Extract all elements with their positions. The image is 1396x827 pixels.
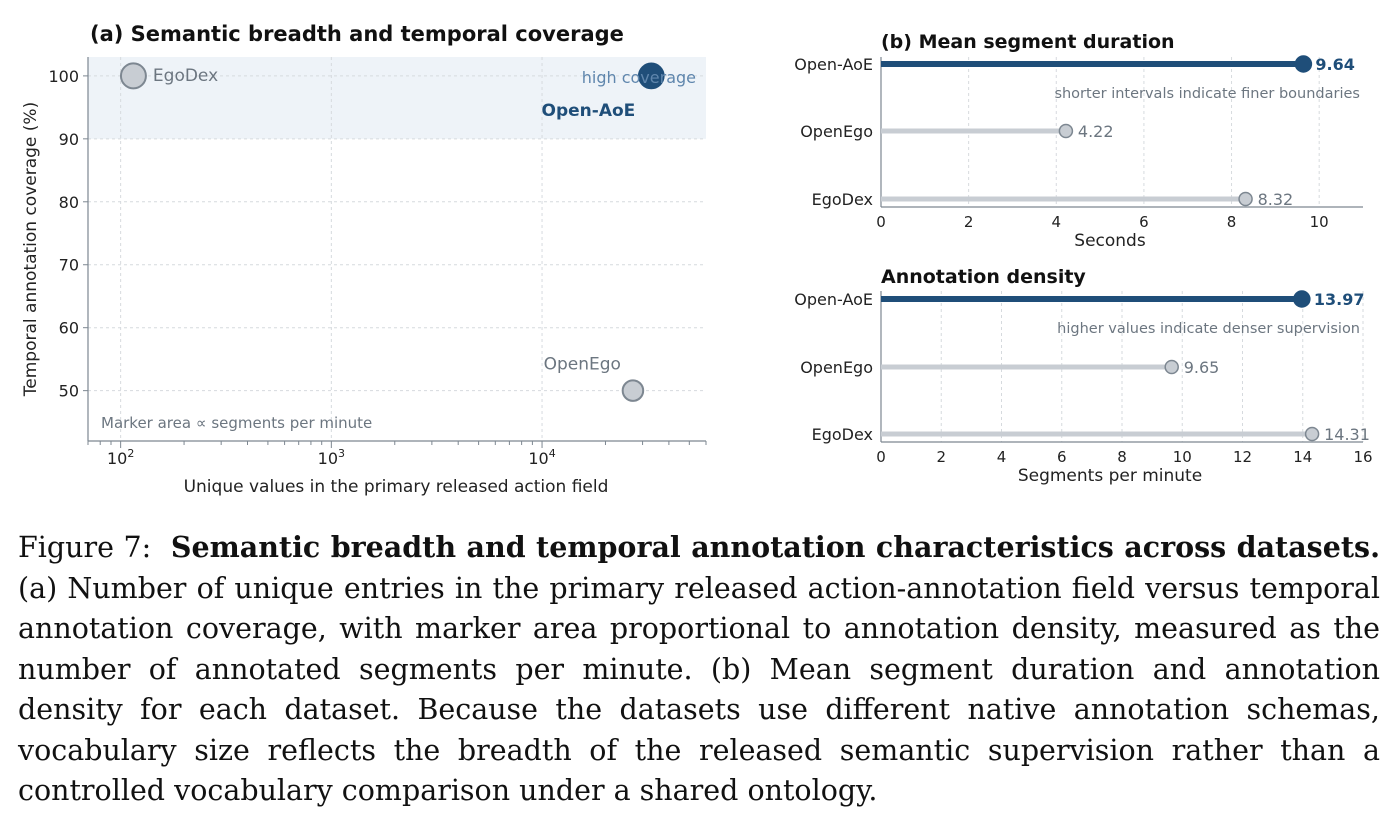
x-tick-label: 6 xyxy=(1056,448,1067,466)
y-tick-label: 60 xyxy=(58,318,79,338)
caption-label: Figure 7: xyxy=(18,531,152,564)
point-label-openego: OpenEgo xyxy=(543,354,621,375)
y-tick-label: 80 xyxy=(58,192,79,212)
panel-b1-x-axis-label: Seconds xyxy=(1074,231,1146,251)
x-tick-label: 8 xyxy=(1117,448,1127,466)
lollipop-dot xyxy=(1294,291,1310,307)
x-tick-label: 0 xyxy=(876,448,886,466)
y-tick-label: 90 xyxy=(58,129,79,149)
lollipop-dot xyxy=(1295,56,1311,72)
category-label: OpenEgo xyxy=(800,358,873,377)
lollipop-dot xyxy=(1165,361,1178,374)
category-label: Open-AoE xyxy=(794,55,873,74)
panel-b2-annotation: higher values indicate denser supervision xyxy=(1057,321,1360,337)
panel-b2-title: Annotation density xyxy=(881,266,1086,288)
y-tick-label: 50 xyxy=(58,381,79,401)
marker-area-note: Marker area ∝ segments per minute xyxy=(101,414,373,432)
point-egodex xyxy=(121,63,146,88)
panel-a-y-axis-label: Temporal annotation coverage (%) xyxy=(21,101,41,397)
category-label: EgoDex xyxy=(811,425,873,444)
x-tick-label: 2 xyxy=(963,213,974,231)
x-tick-label: $10^4$ xyxy=(528,447,556,468)
x-tick-label: 10 xyxy=(1309,213,1329,231)
value-label: 9.64 xyxy=(1315,55,1355,74)
x-tick-label: 14 xyxy=(1293,448,1313,466)
category-label: OpenEgo xyxy=(800,122,873,141)
x-tick-label: 16 xyxy=(1353,448,1373,466)
lollipop-dot xyxy=(1306,428,1319,441)
point-openego xyxy=(623,380,644,401)
panel-a-x-axis-label: Unique values in the primary released action field xyxy=(183,477,609,497)
value-label: 8.32 xyxy=(1257,190,1294,209)
x-tick-label: 0 xyxy=(876,213,886,231)
y-tick-label: 70 xyxy=(58,255,79,275)
category-label: Open-AoE xyxy=(794,290,873,309)
point-label-open-aoe: Open-AoE xyxy=(541,100,636,121)
x-tick-label: $10^3$ xyxy=(317,447,346,468)
y-tick-label: 100 xyxy=(48,66,79,86)
x-tick-label: 2 xyxy=(936,448,947,466)
value-label: 4.22 xyxy=(1077,122,1114,141)
panel-b1-title: (b) Mean segment duration xyxy=(881,31,1175,53)
caption-text: (a) Number of unique entries in the primary released action-annotation field versus temporal annotation coverage, with marker area proportional to annotation density, measured as the number of annotated segments per minute. (b) Mean segment duration and annotation density for each dataset. Because the datasets use different native annotation schemas, vocabulary size reflects the breadth of the released semantic supervision rather than a controlled vocabulary comparison under a shared ontology. xyxy=(18,571,1380,807)
category-label: EgoDex xyxy=(811,190,873,209)
high-coverage-label: high coverage xyxy=(581,68,696,87)
x-tick-label: 10 xyxy=(1172,448,1192,466)
value-label: 9.65 xyxy=(1183,358,1220,377)
figure-caption xyxy=(18,527,1380,812)
x-tick-label: 4 xyxy=(996,448,1007,466)
value-label: 14.31 xyxy=(1324,425,1370,444)
lollipop-dot xyxy=(1059,125,1072,138)
panel-b1-annotation: shorter intervals indicate finer boundaries xyxy=(1054,86,1360,102)
lollipop-dot xyxy=(1239,193,1252,206)
x-tick-label: 8 xyxy=(1226,213,1237,231)
x-tick-label: 12 xyxy=(1232,448,1253,466)
value-label: 13.97 xyxy=(1313,290,1365,309)
x-tick-label: 6 xyxy=(1139,213,1149,231)
x-tick-label: 4 xyxy=(1051,213,1062,231)
caption-bold-title: Semantic breadth and temporal annotation characteristics across datasets. xyxy=(170,530,1380,564)
panel-b2-x-axis-label: Segments per minute xyxy=(1017,466,1203,486)
x-tick-label: $10^2$ xyxy=(106,447,135,468)
point-label-egodex: EgoDex xyxy=(152,65,219,86)
panel-a-title: (a) Semantic breadth and temporal coverage xyxy=(90,22,624,46)
